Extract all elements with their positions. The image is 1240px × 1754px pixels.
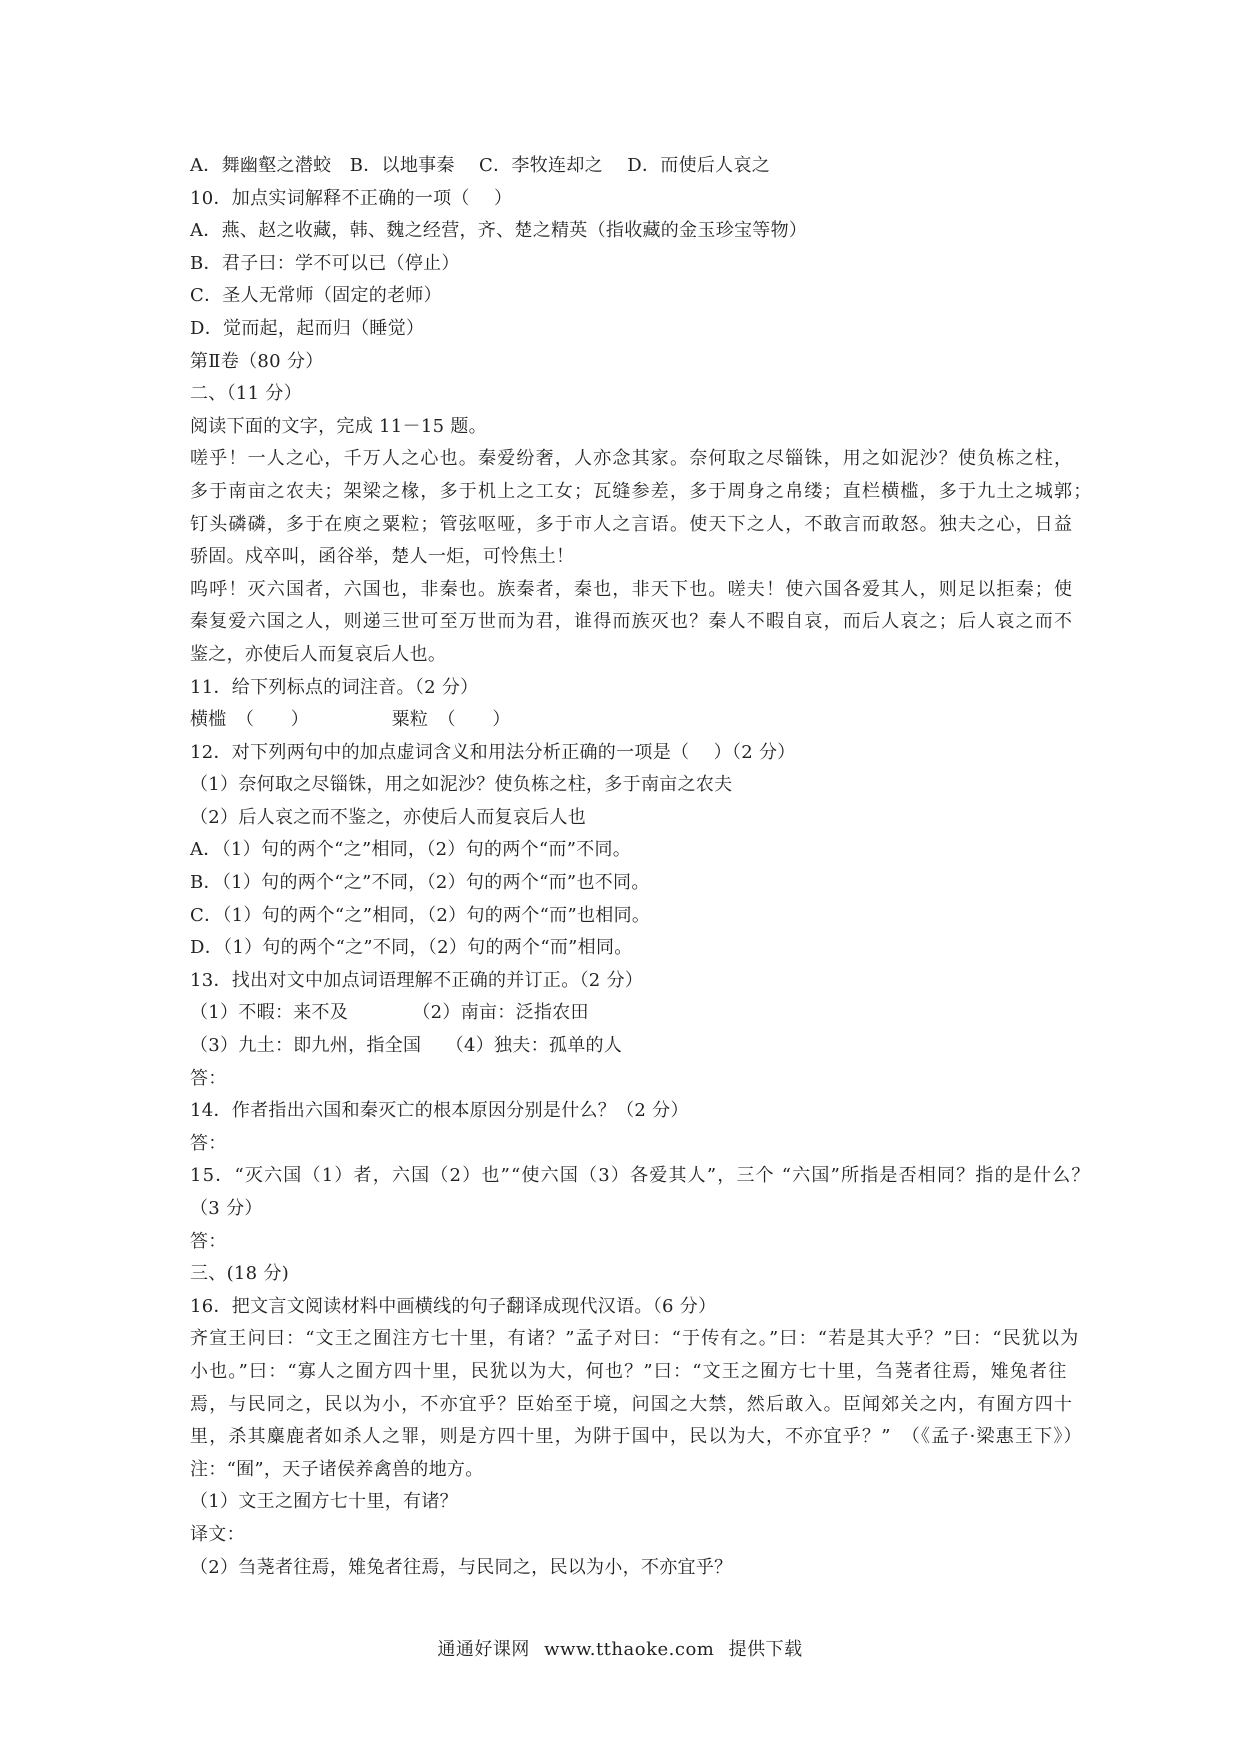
- page-footer: [0, 1635, 1240, 1661]
- annotation-note: 注：“囿”，天子诸侯养禽兽的地方。: [190, 1458, 484, 1480]
- question-15-score: （3 分）: [190, 1198, 263, 1219]
- classical-passage-line: 齐宣王问曰：“文王之囿注方七十里，有诸？”孟子对曰：“于传有之。”曰：“若是其大乎？”曰：“民犹以为: [190, 1328, 1080, 1350]
- section-heading-3: 三、(18 分): [190, 1263, 290, 1285]
- translation-sentence-2: （2）刍荛者往焉，雉兔者往焉，与民同之，民以为小，不亦宜乎？: [190, 1556, 733, 1578]
- classical-passage-line: 焉，与民同之，民以为小，不亦宜乎？臣始至于境，问国之大禁，然后敢入。臣闻郊关之内，有囿方四十: [190, 1393, 1074, 1415]
- option-line-9: A．舞幽壑之潜蛟 B．以地事秦 C．李牧连却之 D．而使后人哀之: [190, 155, 771, 176]
- passage-line: 呜呼！灭六国者，六国也，非秦也。族秦者，秦也，非天下也。嗟夫！使六国各爱其人，则足以拒秦；使: [190, 578, 1074, 600]
- option-10a: A．燕、赵之收藏，韩、魏之经营，齐、楚之精英（指收藏的金玉珍宝等物）: [190, 220, 808, 242]
- question-11: 11．给下列标点的词注音。（2 分）: [190, 676, 479, 698]
- passage-line: 鉴之，亦使后人而复哀后人也。: [190, 643, 447, 665]
- answer-label: 答：: [190, 1067, 227, 1089]
- option-10c: C．圣人无常师（固定的老师）: [190, 285, 442, 307]
- section-heading-volume-2: 第Ⅱ卷（80 分）: [190, 350, 324, 372]
- passage-line: 骄固。戍卒叫，函谷举，楚人一炬，可怜焦土！: [190, 546, 575, 568]
- question-16: 16．把文言文阅读材料中画横线的句子翻译成现代汉语。（6 分）: [190, 1295, 717, 1317]
- question-13-items-1: （1）不暇：来不及 （2）南亩：泛指农田: [190, 1002, 589, 1024]
- question-12: 12．对下列两句中的加点虚词含义和用法分析正确的一项是（ ）（2 分）: [190, 741, 796, 763]
- section-heading-2: 二、（11 分）: [190, 383, 303, 405]
- option-10b: B．君子曰：学不可以已（停止）: [190, 252, 460, 274]
- question-15: 15．“灭六国（1）者，六国（2）也”“使六国（3）各爱其人”，三个 “六国”所指是否相同？指的是什么？: [190, 1165, 1091, 1187]
- passage-line: 多于南亩之农夫；架梁之椽，多于机上之工女；瓦缝参差，多于周身之帛缕；直栏横槛，多于九土之城郭；: [190, 480, 1093, 502]
- option-10d: D．觉而起，起而归（睡觉）: [190, 317, 425, 339]
- answer-label: 答：: [190, 1132, 227, 1154]
- question-13: 13．找出对文中加点词语理解不正确的并订正。（2 分）: [190, 969, 644, 991]
- footer-site-name: 通通好课网: [437, 1639, 530, 1660]
- option-12a: A．（1）句的两个“之”相同，（2）句的两个“而”不同。: [190, 839, 632, 861]
- exam-content: [190, 150, 1093, 1584]
- passage-line: 秦复爱六国之人，则递三世可至万世而为君，谁得而族灭也？秦人不暇自哀，而后人哀之；后人哀之而不: [190, 611, 1074, 633]
- classical-passage-line: 小也。”曰：“寡人之囿方四十里，民犹以为大，何也？”曰：“文王之囿方七十里，刍荛者往焉，雉兔者往: [190, 1360, 1068, 1382]
- reading-instruction: 阅读下面的文字，完成 11－15 题。: [190, 415, 487, 437]
- classical-passage-line: 里，杀其麋鹿者如杀人之罪，则是方四十里，为阱于国中，民以为大，不亦宜乎？” （《孟子·梁惠王下》）: [190, 1426, 1083, 1448]
- translation-label: 译文：: [190, 1523, 245, 1545]
- question-10: 10．加点实词解释不正确的一项（ ）: [190, 187, 513, 209]
- question-12-sentence-1: （1）奈何取之尽锱铢，用之如泥沙？使负栋之柱，多于南亩之农夫: [190, 774, 733, 796]
- option-12d: D．（1）句的两个“之”不同，（2）句的两个“而”相同。: [190, 937, 633, 959]
- footer-suffix: 提供下载: [728, 1639, 803, 1660]
- question-12-sentence-2: （2）后人哀之而不鉴之，亦使后人而复哀后人也: [190, 806, 587, 828]
- option-12b: B．（1）句的两个“之”不同，（2）句的两个“而”也不同。: [190, 872, 650, 894]
- question-14: 14．作者指出六国和秦灭亡的根本原因分别是什么？（2 分）: [190, 1100, 689, 1122]
- translation-sentence-1: （1）文王之囿方七十里，有诸？: [190, 1491, 458, 1513]
- passage-line: 钉头磷磷，多于在庾之粟粒；管弦呕哑，多于市人之言语。使天下之人，不敢言而敢怒。独夫之心，日益: [190, 513, 1074, 535]
- passage-line: 嗟乎！一人之心，千万人之心也。秦爱纷奢，人亦念其家。奈何取之尽锱铢，用之如泥沙？使负栋之柱，: [190, 448, 1074, 470]
- question-13-items-2: （3）九土：即九州，指全国 （4）独夫：孤单的人: [190, 1035, 623, 1057]
- answer-label: 答：: [190, 1230, 227, 1252]
- question-11-blanks: 横槛 （ ） 粟粒 （ ）: [190, 709, 511, 731]
- footer-url[interactable]: www.tthaoke.com: [544, 1639, 715, 1660]
- option-12c: C．（1）句的两个“之”相同，（2）句的两个“而”也相同。: [190, 904, 651, 926]
